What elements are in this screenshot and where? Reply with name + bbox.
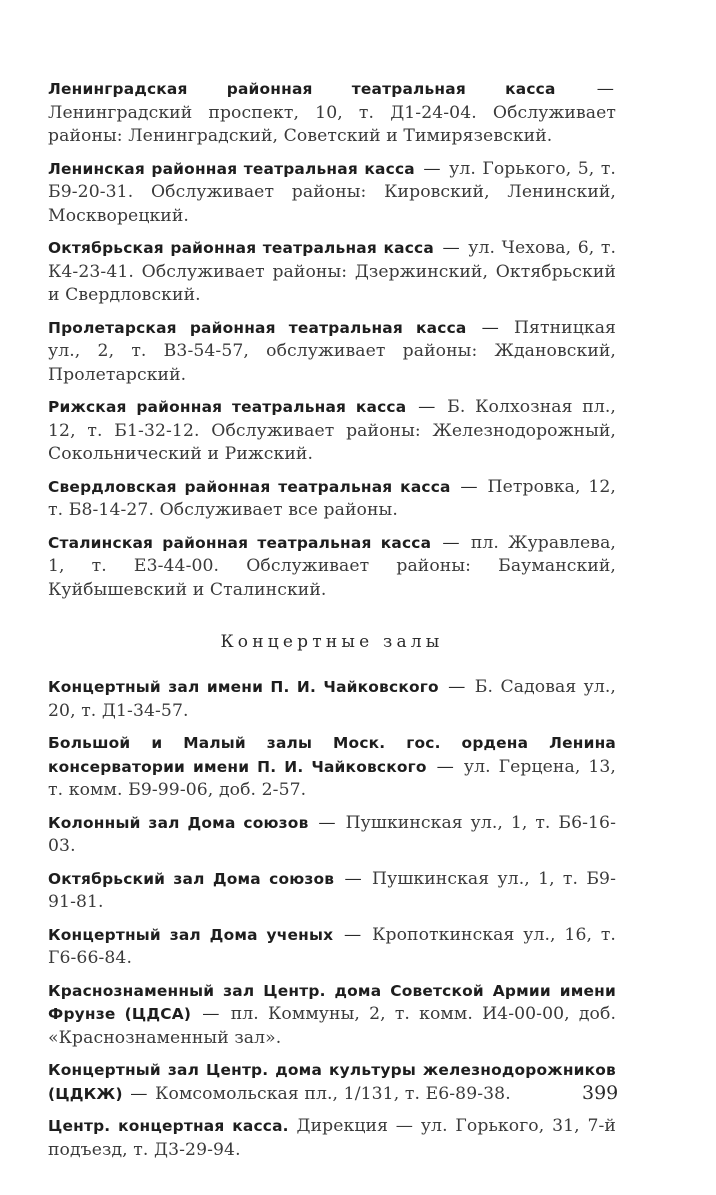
entry-detail: пл. Коммуны, 2, т. комм. И4-00-00, доб. «Краснознаменный зал». <box>48 1004 617 1048</box>
entry-name: Ленинская районная театральная касса <box>48 159 415 178</box>
entry-detail: Б. Колхозная пл., 12, т. Б1-32-12. Обслуживает районы: Железнодорожный, Сокольнический и Рижский. <box>48 397 616 464</box>
entry-name: Краснознаменный зал Центр. дома Советской Армии имени Фрунзе (ЦДСА) <box>48 981 616 1023</box>
directory-entry <box>48 1059 619 1106</box>
directory-entry <box>48 532 616 603</box>
concert-halls-list <box>48 676 619 1162</box>
entry-name: Свердловская районная театральная касса <box>48 477 451 496</box>
page-body <box>48 78 619 1171</box>
entry-detail: Пятницкая ул., 2, т. В3-54-57, обслуживает районы: Ждановский, Пролетарский. <box>48 317 616 385</box>
entry-name: Октябрьская районная театральная касса <box>48 239 434 257</box>
ticket-offices-list <box>48 78 616 602</box>
directory-entry <box>48 476 616 523</box>
entry-name: Концертный зал Дома ученых <box>48 925 334 944</box>
entry-dash: — <box>468 317 512 338</box>
entry-detail: Комсомольская пл., 1/131, т. Е6-89-38. <box>155 1083 511 1104</box>
entry-dash: — <box>452 476 486 497</box>
entry-dash: — <box>428 756 462 777</box>
directory-entry <box>48 158 616 229</box>
entry-detail: Пушкинская ул., 1, т. Б9-91-81. <box>48 868 617 912</box>
entry-dash: — <box>557 79 614 99</box>
entry-name: Концертный зал имени П. И. Чайковского <box>48 678 439 696</box>
entry-detail: Петровка, 12, т. Б8-14-27. Обслуживает все районы. <box>48 476 616 520</box>
directory-entry <box>48 732 616 803</box>
directory-entry <box>48 812 616 859</box>
entry-detail: ул. Горького, 5, т. Б9-20-31. Обслуживает районы: Кировский, Ленинский, Москворецкий. <box>48 158 616 226</box>
entry-name: Октябрьский зал Дома союзов <box>48 869 335 888</box>
entry-dash: — <box>310 812 344 833</box>
directory-entry <box>48 396 616 467</box>
directory-entry <box>48 317 616 388</box>
entry-dash: — <box>193 1004 229 1024</box>
entry-dash: — <box>335 924 371 945</box>
entry-name: Рижская районная театральная касса <box>48 398 407 416</box>
directory-entry <box>48 676 616 723</box>
entry-dash: — <box>408 397 446 417</box>
page-number: 399 <box>582 1082 619 1104</box>
entry-name: Большой и Малый залы Моск. гос. ордена Ленина консерватории имени П. И. Чайковского <box>48 734 616 776</box>
entry-name: Ленинградская районная театральная касса <box>48 80 556 98</box>
entry-detail: Ленинградский проспект, 10, т. Д1-24-04. Обслуживает районы: Ленинградский, Советский и Тимирязевский. <box>48 102 616 146</box>
entry-dash: — <box>433 532 469 553</box>
entry-detail: пл. Журавлева, 1, т. Е3-44-00. Обслуживает районы: Бауманский, Куйбышевский и Сталинский. <box>48 532 616 600</box>
directory-entry <box>48 1115 616 1162</box>
entry-name: Центр. концертная касса. <box>48 1117 289 1135</box>
entry-detail: Пушкинская ул., 1, т. Б6-16-03. <box>48 812 617 856</box>
entry-dash: — <box>124 1083 154 1104</box>
directory-entry <box>48 868 616 915</box>
entry-name: Пролетарская районная театральная касса <box>48 318 467 337</box>
entry-detail: Дирекция — ул. Горького, 31, 7-й подъезд, т. Д3-29-94. <box>48 1116 616 1160</box>
entry-dash: — <box>416 158 448 179</box>
directory-entry <box>48 924 616 971</box>
directory-entry <box>48 980 616 1051</box>
entry-name: Колонный зал Дома союзов <box>48 813 309 832</box>
directory-entry <box>48 78 616 149</box>
entry-name: Концертный зал Центр. дома культуры железнодорожников (ЦДКЖ) <box>48 1061 616 1103</box>
entry-detail: Б. Садовая ул., 20, т. Д1-34-57. <box>48 677 616 721</box>
directory-entry <box>48 237 616 308</box>
entry-dash: — <box>440 677 473 697</box>
section-title-concert-halls: Концертные залы <box>220 632 444 652</box>
entry-detail: Кропоткинская ул., 16, т. Г6-66-84. <box>48 924 616 968</box>
entry-dash: — <box>336 868 371 889</box>
entry-dash: — <box>435 238 467 258</box>
entry-detail: ул. Чехова, 6, т. К4-23-41. Обслуживает районы: Дзержинский, Октябрьский и Свердловский. <box>48 238 617 305</box>
entry-detail: ул. Герцена, 13, т. комм. Б9-99-06, доб. 2-57. <box>48 756 616 800</box>
entry-name: Сталинская районная театральная касса <box>48 533 432 552</box>
